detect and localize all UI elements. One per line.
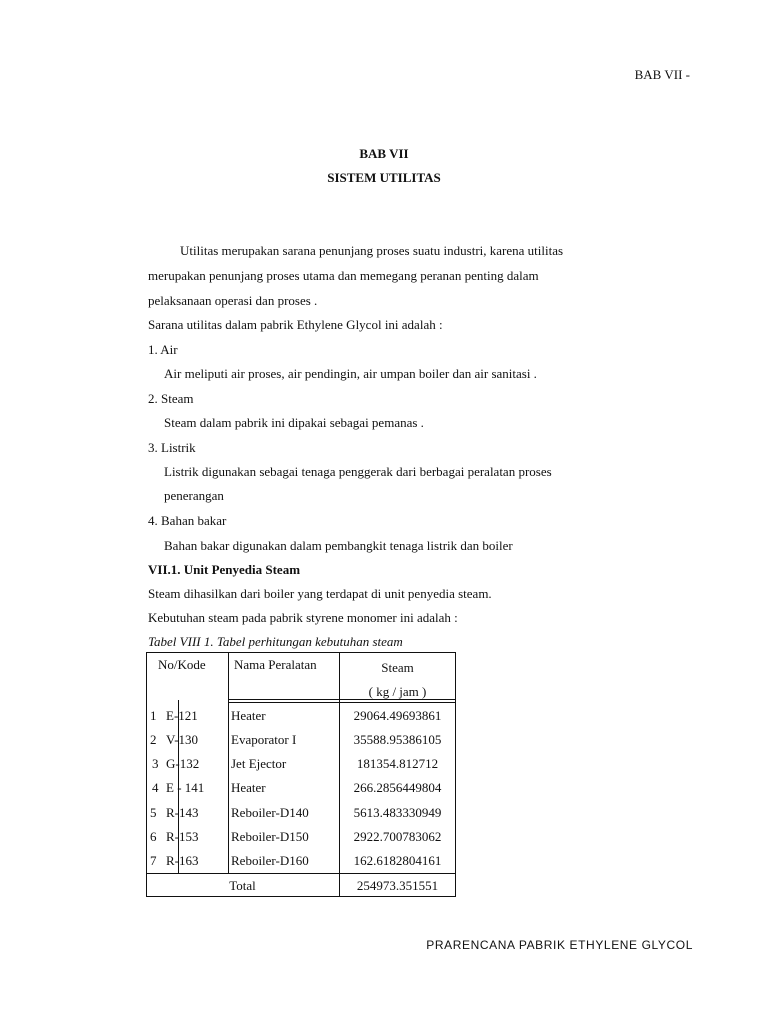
row-steam: 2922.700783062 <box>353 829 442 844</box>
intro-paragraph-line: merupakan penunjang proses utama dan memegang peranan penting dalam <box>148 268 539 283</box>
table-border <box>146 896 456 897</box>
row-steam: 181354.812712 <box>356 756 439 771</box>
chapter-number: BAB VII <box>359 146 409 161</box>
total-rule <box>146 873 456 874</box>
row-no: 3 <box>152 756 159 771</box>
list-item-desc: Air meliputi air proses, air pendingin, air umpan boiler dan air sanitasi . <box>164 366 537 381</box>
row-nama: Jet Ejector <box>231 756 287 771</box>
row-kode: R-143 <box>166 805 199 820</box>
list-item-heading: 3. Listrik <box>148 440 196 455</box>
row-kode: E-121 <box>166 708 198 723</box>
row-steam: 29064.49693861 <box>353 708 442 723</box>
header-no-kode: No/Kode <box>158 657 206 672</box>
row-no: 4 <box>152 780 159 795</box>
row-no: 1 <box>150 708 157 723</box>
row-nama: Reboiler-D140 <box>231 805 309 820</box>
row-nama: Heater <box>231 780 266 795</box>
row-no: 6 <box>150 829 157 844</box>
total-value: 254973.351551 <box>356 878 439 893</box>
row-kode: R-153 <box>166 829 199 844</box>
steam-requirement-table <box>146 652 456 897</box>
section-paragraph-line: Kebutuhan steam pada pabrik styrene monomer ini adalah : <box>148 610 458 625</box>
header-steam: Steam <box>381 660 414 675</box>
row-nama: Heater <box>231 708 266 723</box>
total-label: Total <box>229 878 256 893</box>
page-header-chapter: BAB VII - <box>634 67 690 82</box>
table-border <box>146 652 147 897</box>
row-steam: 5613.483330949 <box>353 805 442 820</box>
page-footer: PRARENCANA PABRIK ETHYLENE GLYCOL <box>426 938 693 952</box>
row-kode: E - 141 <box>166 780 205 795</box>
row-no: 2 <box>150 732 157 747</box>
list-item-desc: Bahan bakar digunakan dalam pembangkit tenaga listrik dan boiler <box>164 538 513 553</box>
list-item-desc: Listrik digunakan sebagai tenaga penggerak dari berbagai peralatan proses <box>164 464 552 479</box>
list-item-heading: 4. Bahan bakar <box>148 513 227 528</box>
row-nama: Reboiler-D160 <box>231 853 309 868</box>
row-no: 5 <box>150 805 157 820</box>
chapter-title: SISTEM UTILITAS <box>327 170 441 185</box>
list-item-desc: Steam dalam pabrik ini dipakai sebagai pemanas . <box>164 415 424 430</box>
list-item-heading: 1. Air <box>148 342 178 357</box>
list-item-heading: 2. Steam <box>148 391 194 406</box>
section-heading: VII.1. Unit Penyedia Steam <box>148 562 301 577</box>
row-nama: Evaporator I <box>231 732 297 747</box>
header-rule <box>228 702 456 703</box>
intro-paragraph-line: pelaksanaan operasi dan proses . <box>148 293 318 308</box>
row-steam: 266.2856449804 <box>353 780 442 795</box>
column-rule <box>228 652 229 873</box>
header-steam-unit: ( kg / jam ) <box>368 684 427 699</box>
table-border <box>146 652 456 653</box>
row-no: 7 <box>150 853 157 868</box>
row-kode: G-132 <box>166 756 200 771</box>
table-caption: Tabel VIII 1. Tabel perhitungan kebutuhan steam <box>148 634 403 649</box>
list-item-desc: penerangan <box>164 488 224 503</box>
section-paragraph-line: Steam dihasilkan dari boiler yang terdapat di unit penyedia steam. <box>148 586 492 601</box>
row-steam: 162.6182804161 <box>353 853 442 868</box>
header-nama-peralatan: Nama Peralatan <box>234 657 317 672</box>
row-kode: V-130 <box>166 732 199 747</box>
intro-paragraph-line: Utilitas merupakan sarana penunjang proses suatu industri, karena utilitas <box>180 243 564 258</box>
row-kode: R-163 <box>166 853 199 868</box>
row-nama: Reboiler-D150 <box>231 829 309 844</box>
row-steam: 35588.95386105 <box>353 732 442 747</box>
list-intro: Sarana utilitas dalam pabrik Ethylene Glycol ini adalah : <box>148 317 443 332</box>
